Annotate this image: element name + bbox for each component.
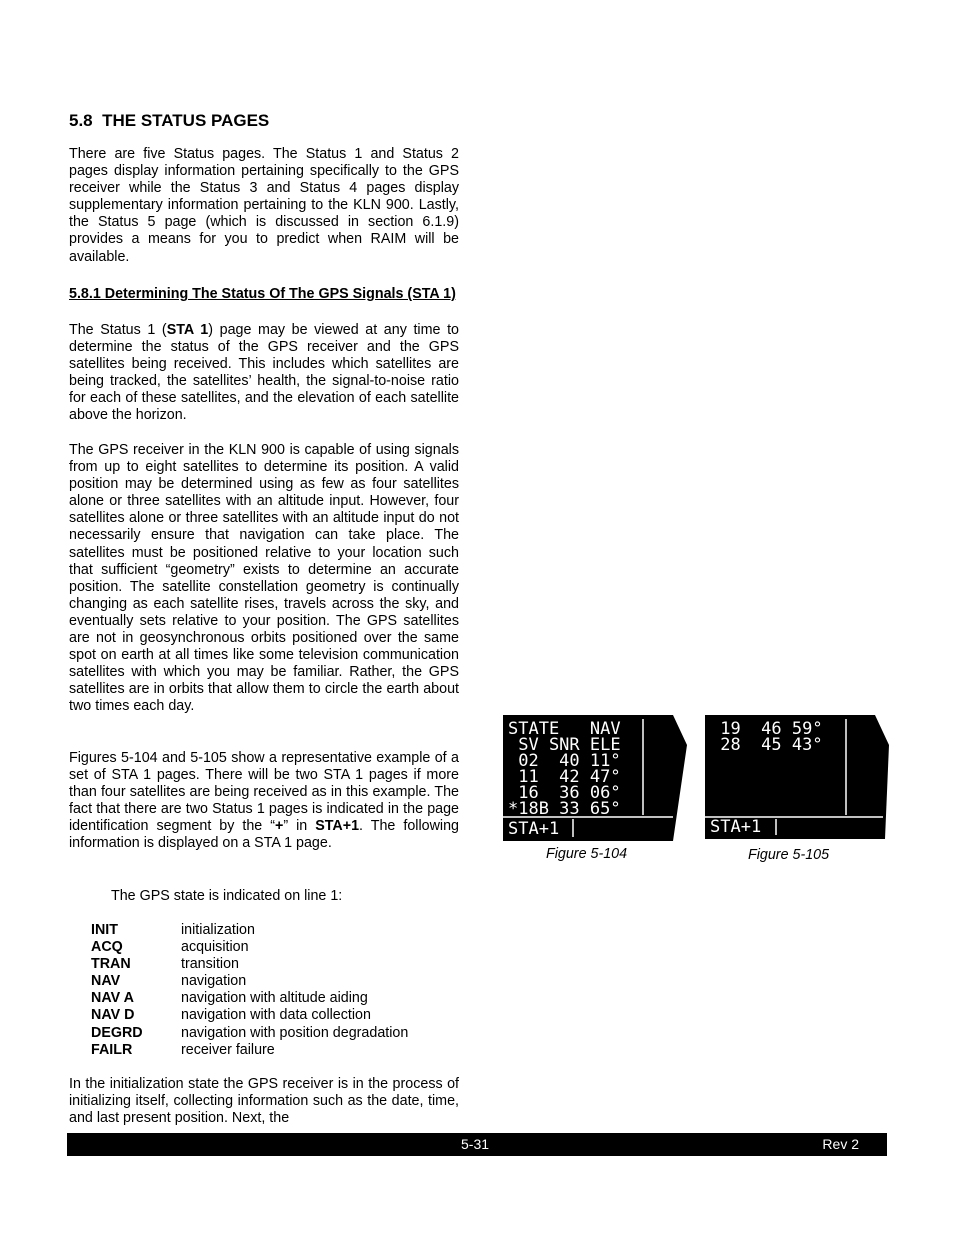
gps-state-code: INIT — [91, 922, 119, 938]
gps-state-row — [91, 922, 408, 939]
section-heading — [69, 111, 269, 131]
status1-block — [69, 322, 459, 425]
gps-state-description: navigation with data collection — [181, 1007, 371, 1024]
fig104-line-4: 11 42 47° — [508, 767, 621, 787]
fig105-page-id: STA+1 — [710, 817, 762, 837]
figure-5-104-caption: Figure 5-104 — [546, 846, 628, 862]
fig104-line-3: 02 40 11° — [508, 751, 621, 771]
gps-state-code: TRAN — [91, 956, 131, 973]
figure-5-104-screen — [503, 715, 689, 842]
figure-5-105-screen — [705, 715, 891, 842]
gps-receiver-block — [69, 442, 459, 716]
intro-paragraph: There are five Status pages. The Status 1 and Status 2 pages display information pertaining specifically to the GPS receiver while the Status 3 and Status 4 pages display supplementary information pertaining to the KLN 900. Lastly, the Status 5 page (which is discussed in section 6.1.9) provides a means for you to predict when RAIM will be available. — [69, 146, 459, 265]
gps-state-row — [91, 973, 408, 990]
fig105-line-2: 28 45 43° — [710, 735, 823, 755]
gps-state-description: initialization — [181, 922, 255, 938]
gps-state-code: NAV D — [91, 1007, 135, 1024]
gps-state-code: ACQ — [91, 939, 123, 956]
gps-state-description: acquisition — [181, 939, 249, 956]
intro-block — [69, 146, 459, 266]
gps-state-description: receiver failure — [181, 1041, 275, 1058]
gps-state-row — [91, 1007, 408, 1024]
subsection-heading: 5.8.1 Determining The Status Of The GPS Signals (STA 1) — [69, 286, 456, 302]
section-number: 5.8 — [69, 111, 93, 130]
fig104-line-1: STATE NAV — [508, 719, 621, 739]
gps-state-row — [91, 990, 408, 1007]
gps-state-row — [91, 1042, 408, 1059]
gps-state-row — [91, 956, 408, 973]
status1-paragraph: The Status 1 (STA 1) page may be viewed at any time to determine the status of the GPS receiver and the GPS satellites being received. This includes which satellites are being tracked, the satellites’ health, the signal-to-noise ratio for each of these satellites, and the elevation of each satellite above the horizon. — [69, 322, 459, 424]
init-block — [69, 1076, 459, 1127]
gps-state-description: transition — [181, 956, 240, 973]
gps-state-code: NAV A — [91, 990, 134, 1007]
fig105-line-1: 19 46 59° — [710, 719, 823, 739]
fig104-line-6: *18B 33 65° — [508, 799, 621, 819]
fig104-page-id: STA+1 — [508, 819, 560, 839]
gps-state-description: navigation — [181, 973, 247, 990]
gps-state-code: DEGRD — [91, 1024, 143, 1041]
gps-state-row — [91, 939, 408, 956]
gps-receiver-paragraph: The GPS receiver in the KLN 900 is capable of using signals from up to eight satellites to determine its position. A valid position may be determined using as few as four satellites alone or three satellites with an altitude input. However, four satellites alone or three satellites with an altitude input do not necessarily ensure that navigation can take place. The satellites must be positioned relative to your location such that sufficient “geometry” exists to determine an accurate position. The satellite constellation geometry is continually changing as each satellite rises, travels across the sky, and eventually sets relative to your position. The GPS satellites are not in geosynchronous orbits positioned over the same spot on earth at all times like some television communication satellites with which you may be familiar. Rather, the GPS satellites are in orbits that allow them to circle the earth about two times each day. — [69, 442, 459, 715]
gps-state-description: navigation with altitude aiding — [181, 990, 368, 1007]
figures-block — [69, 750, 459, 853]
gps-state-list — [91, 922, 408, 1059]
page-footer — [67, 1133, 887, 1156]
figures-paragraph: Figures 5-104 and 5-105 show a representative example of a set of STA 1 pages. There will be two STA 1 pages if more than four satellites are being received as in this example. The fact that there are two Status 1 pages is indicated in the page identification segment by the “+” in STA+1. The following information is displayed on a STA 1 page. — [69, 750, 459, 852]
revision-label: Rev 2 — [822, 1136, 859, 1152]
figure-5-105-caption: Figure 5-105 — [748, 847, 830, 863]
fig104-line-2: SV SNR ELE — [508, 735, 621, 755]
gps-state-code: FAILR — [91, 1041, 133, 1058]
init-paragraph: In the initialization state the GPS receiver is in the process of initializing itself, collecting information such as the date, time, and last present position. Next, the — [69, 1076, 459, 1127]
gps-state-code: NAV — [91, 973, 121, 990]
fig104-line-5: 16 36 06° — [508, 783, 621, 803]
state-intro: The GPS state is indicated on line 1: — [111, 888, 343, 904]
page-number: 5-31 — [461, 1136, 490, 1152]
gps-state-description: navigation with position degradation — [181, 1024, 409, 1041]
gps-state-row — [91, 1025, 408, 1042]
section-title: THE STATUS PAGES — [102, 111, 270, 130]
